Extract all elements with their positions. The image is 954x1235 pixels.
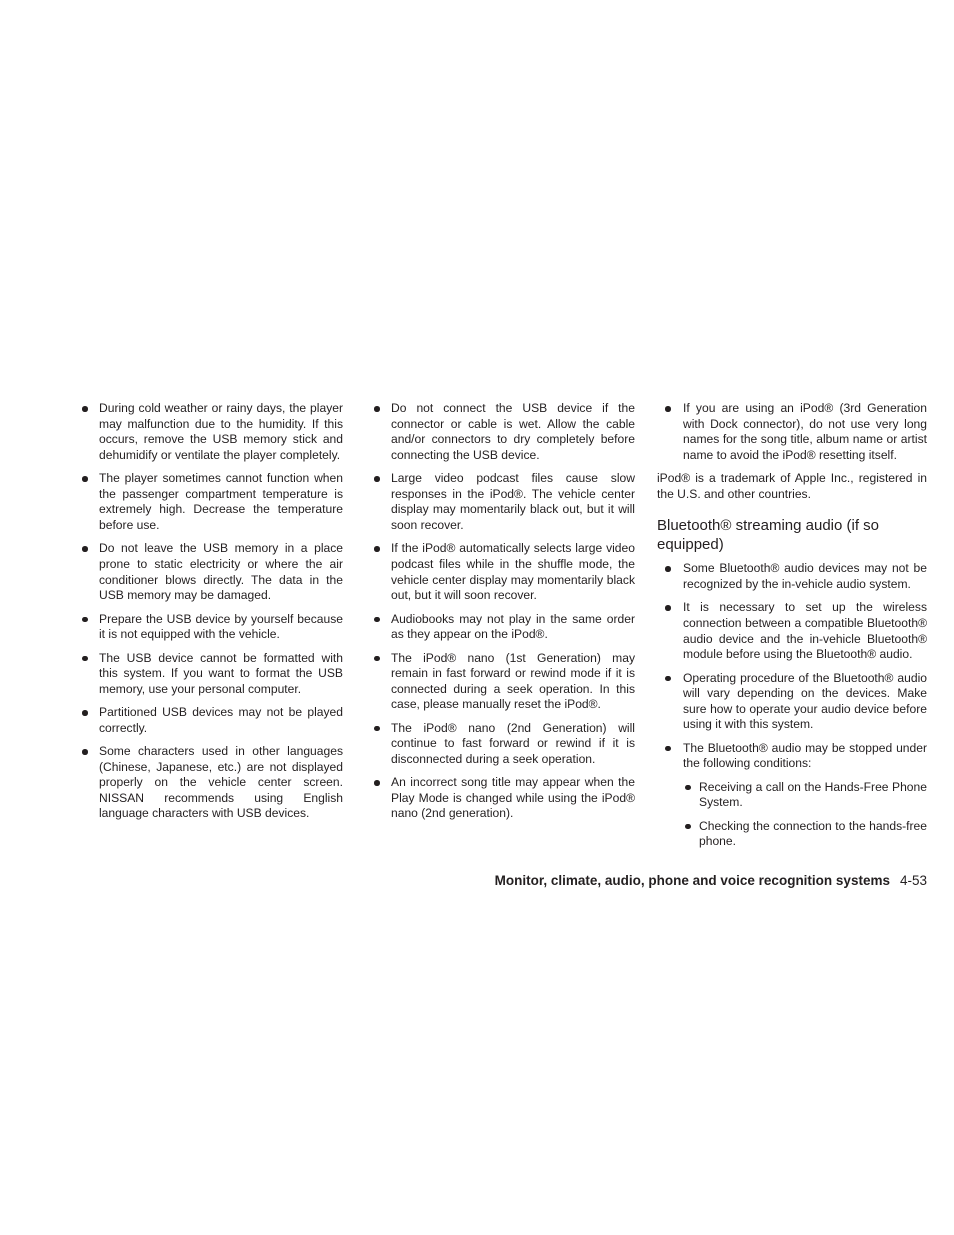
list-item: Some Bluetooth® audio devices may not be recognized by the in-vehicle audio system. bbox=[657, 561, 927, 592]
ipod-precautions-list bbox=[371, 401, 635, 822]
list-item: Do not leave the USB memory in a place prone to static electricity or where the air conditioner blows directly. The data in the USB memory may be damaged. bbox=[79, 541, 343, 603]
list-item: The USB device cannot be formatted with this system. If you want to format the USB memory, use your personal computer. bbox=[79, 651, 343, 698]
list-item: If you are using an iPod® (3rd Generation with Dock connector), do not use very long names for the song title, album name or artist name to avoid the iPod® resetting itself. bbox=[657, 401, 927, 463]
list-item: Do not connect the USB device if the connector or cable is wet. Allow the cable and/or connectors to dry completely before connecting the USB device. bbox=[371, 401, 635, 463]
usb-precautions-list bbox=[79, 401, 343, 822]
list-item: Prepare the USB device by yourself because it is not equipped with the vehicle. bbox=[79, 612, 343, 643]
list-item: The iPod® nano (2nd Generation) will continue to fast forward or rewind if it is disconnected during a seek operation. bbox=[371, 721, 635, 768]
list-item-with-sublist bbox=[657, 741, 927, 850]
column-2 bbox=[371, 401, 635, 830]
stop-conditions-list bbox=[683, 780, 927, 850]
sub-list-item: Checking the connection to the hands-free phone. bbox=[683, 819, 927, 850]
list-item-text: The Bluetooth® audio may be stopped under the following conditions: bbox=[683, 740, 927, 771]
bluetooth-audio-list bbox=[657, 561, 927, 850]
list-item: The player sometimes cannot function when the passenger compartment temperature is extremely high. Decrease the temperature before use. bbox=[79, 471, 343, 533]
list-item: The iPod® nano (1st Generation) may remain in fast forward or rewind mode if it is connected during a seek operation. In this case, please manually reset the iPod®. bbox=[371, 651, 635, 713]
trademark-note: iPod® is a trademark of Apple Inc., registered in the U.S. and other countries. bbox=[657, 471, 927, 501]
list-item: Large video podcast files cause slow responses in the iPod®. The vehicle center display may momentarily black out, but it will soon recover. bbox=[371, 471, 635, 533]
list-item: It is necessary to set up the wireless connection between a compatible Bluetooth® audio device and the in-vehicle Bluetooth® module before using the Bluetooth® audio. bbox=[657, 600, 927, 662]
footer-section-title: Monitor, climate, audio, phone and voice recognition systems bbox=[494, 873, 890, 888]
column-3 bbox=[657, 401, 927, 858]
page-footer bbox=[495, 872, 927, 890]
list-item: An incorrect song title may appear when the Play Mode is changed while using the iPod® nano (2nd generation). bbox=[371, 775, 635, 822]
list-item: Audiobooks may not play in the same order as they appear on the iPod®. bbox=[371, 612, 635, 643]
page-number: 4-53 bbox=[899, 873, 927, 888]
sub-list-item: Receiving a call on the Hands-Free Phone System. bbox=[683, 780, 927, 811]
list-item: During cold weather or rainy days, the player may malfunction due to the humidity. If this occurs, remove the USB memory stick and dehumidify or ventilate the player completely. bbox=[79, 401, 343, 463]
list-item: Operating procedure of the Bluetooth® audio will vary depending on the devices. Make sure how to operate your audio device before using it with this system. bbox=[657, 671, 927, 733]
ipod-dock-list bbox=[657, 401, 927, 463]
section-heading: Bluetooth® streaming audio (if so equipped) bbox=[657, 517, 880, 553]
list-item: Partitioned USB devices may not be played correctly. bbox=[79, 705, 343, 736]
column-1 bbox=[79, 401, 343, 830]
list-item: Some characters used in other languages (Chinese, Japanese, etc.) are not displayed properly on the vehicle center screen. NISSAN recommends using English language characters with USB devices. bbox=[79, 744, 343, 822]
list-item: If the iPod® automatically selects large video podcast files while in the shuffle mode, the vehicle center display may momentarily black out, but it will soon recover. bbox=[371, 541, 635, 603]
